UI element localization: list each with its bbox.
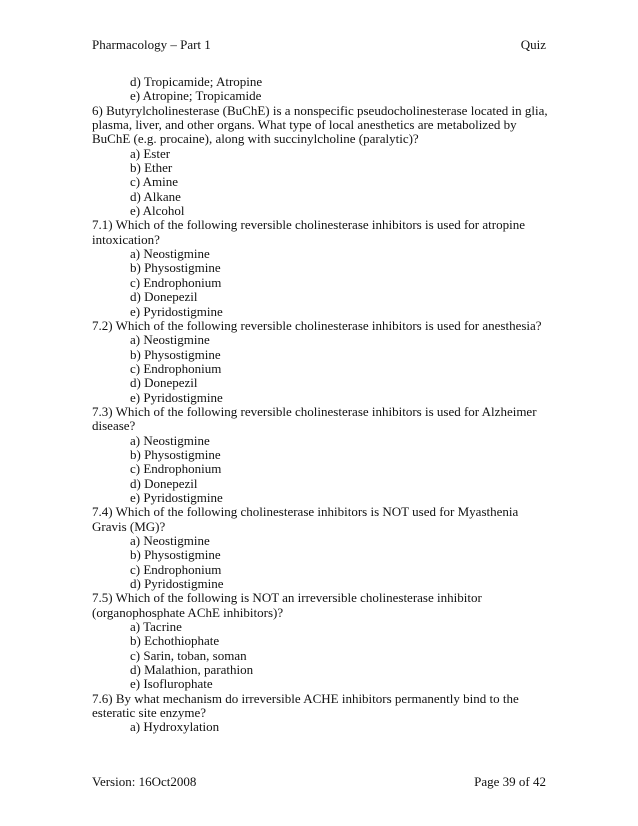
answer-option: c) Sarin, toban, soman [130, 647, 247, 663]
answer-option: b) Physostigmine [130, 260, 221, 276]
answer-option: c) Amine [130, 174, 179, 190]
answer-option: a) Hydroxylation [130, 719, 220, 735]
answer-option: d) Malathion, parathion [130, 662, 254, 678]
answer-option: b) Ether [130, 160, 173, 176]
answer-option: b) Physostigmine [130, 446, 221, 462]
answer-option: e) Atropine; Tropicamide [130, 88, 262, 104]
answer-option: a) Neostigmine [130, 533, 210, 548]
answer-option: e) Pyridostigmine [130, 389, 223, 405]
question-text: 7.3) Which of the following reversible cholinesterase inhibitors is used for Alzheimer disease? [92, 403, 537, 434]
question-text: 7.6) By what mechanism do irreversible ACHE inhibitors permanently bind to the esteratic site enzyme? [92, 690, 519, 721]
answer-option: d) Tropicamide; Atropine [130, 74, 263, 89]
answer-option: e) Pyridostigmine [130, 489, 223, 505]
answer-option: c) Endrophonium [130, 461, 222, 477]
version-label: Version: 16Oct2008 [92, 774, 197, 789]
answer-option: d) Pyridostigmine [130, 576, 224, 592]
answer-option: e) Alcohol [130, 203, 185, 219]
question-text: 7.2) Which of the following reversible cholinesterase inhibitors is used for anesthesia? [92, 317, 542, 333]
page-footer [92, 774, 546, 792]
answer-option: a) Neostigmine [130, 246, 210, 262]
answer-option: c) Endrophonium [130, 274, 222, 290]
answer-option: e) Isoflurophate [130, 676, 213, 692]
question-text: 7.5) Which of the following is NOT an irreversible cholinesterase inhibitor (organophosphate AChE inhibitors)? [92, 590, 482, 620]
header-title: Pharmacology – Part 1 [92, 37, 211, 52]
answer-option: a) Ester [130, 145, 171, 161]
answer-option: c) Endrophonium [130, 360, 222, 376]
answer-option: c) Endrophonium [130, 561, 222, 577]
question-text: 6) Butyrylcholinesterase (BuChE) is a nonspecific pseudocholinesterase located in glia, plasma, liver, and other organs. What type of local anesthetics are metabolized by BuChE (e.g. procaine), along with succinylcholine (paralytic)? [92, 102, 548, 147]
page-number: Page 39 of 42 [474, 774, 546, 789]
answer-option: e) Pyridostigmine [130, 303, 223, 319]
answer-option: a) Neostigmine [130, 332, 210, 348]
answer-option: a) Tacrine [130, 619, 182, 635]
answer-option: d) Donepezil [130, 375, 198, 391]
question-text: 7.1) Which of the following reversible cholinesterase inhibitors is used for atropine intoxication? [92, 217, 525, 247]
page-header [92, 37, 546, 55]
answer-option: b) Physostigmine [130, 346, 221, 362]
answer-option: b) Echothiophate [130, 633, 220, 649]
answer-option: d) Donepezil [130, 289, 198, 305]
answer-option: a) Neostigmine [130, 432, 210, 448]
answer-option: d) Donepezil [130, 475, 198, 491]
answer-option: d) Alkane [130, 188, 181, 204]
header-label: Quiz [520, 37, 546, 52]
answer-option: b) Physostigmine [130, 547, 221, 563]
question-text: 7.4) Which of the following cholinesterase inhibitors is NOT used for Myasthenia Gravis (MG)? [92, 504, 519, 534]
quiz-content [92, 75, 548, 735]
